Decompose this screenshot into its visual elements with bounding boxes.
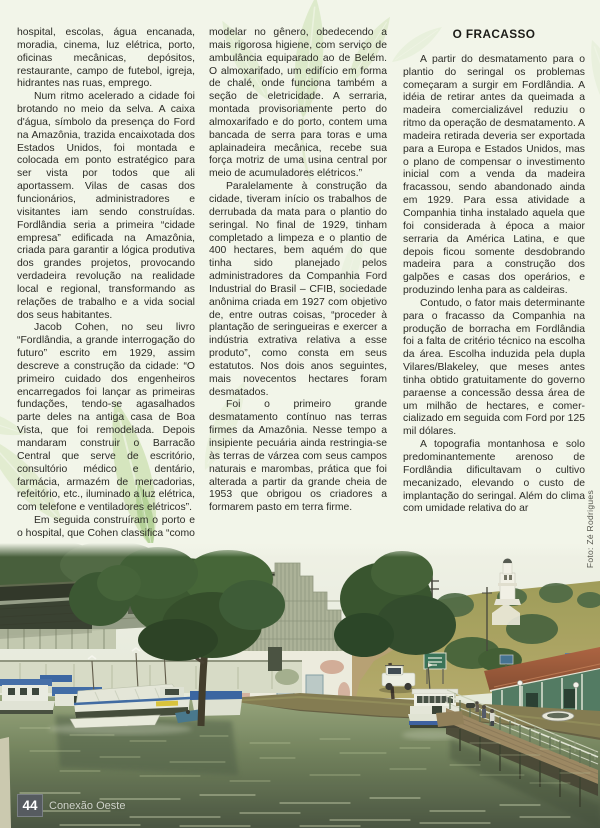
paragraph: hospital, escolas, água encanada, moradia, cinema, luz elétrica, porto, oficinas mecânicas, depósitos, restaurante, campo de futebol, igreja, hidrantes nas ruas, emprego. bbox=[17, 27, 195, 90]
section-heading: O FRACASSO bbox=[452, 27, 536, 41]
paragraph: A topografia montanhosa e solo predominantemente arenoso de Fordlândia dificultavam o cultivo mecanizado, elevando o custo de implantação do seringal. Além do clima com umidade relativa do ar bbox=[403, 439, 585, 515]
paragraph: A partir do desmatamento para o plantio do seringal os problemas começaram a surgir em Fordlândia. A idéia de retirar antes da queimada a madeira comercializável reduziu o ritmo da operação de desmatamento. A madeira retirada deveria ser exportada para a Europa e Estados Unidos, mas o plano de compensar o investimento inicial com a venda da madeira fracassou, sendo abandonado ainda em 1929. Para essa atividade a Companhia tinha instalado aquela que foi considerada à época a maior serraria da América Latina, e que depois ficou somente desdobrando madeira para a construção dos galpões e casas dos operários, e produzindo lenha para as caldeiras. bbox=[403, 53, 585, 297]
paragraph: modelar no gênero, obedecendo a mais rigorosa higiene, com serviço de ambulância equiparado ao de Belém. O almoxarifado, um edifício em forma de chalé, onde funciona também a seção de eletricidade. A serraria, montada provisoriamente perto do almoxarifado e do porto, contem uma bancada de serra para toras e uma aplainadeira mecânica, recebe sua força motriz de uma usina central por meio de acumuladores elétricos.” bbox=[209, 27, 387, 180]
paragraph: Contudo, o fator mais determinante para o fracasso da Companhia na produção de borracha em Fordlândia foi a falta de critério técnico na escolha da área. Escolha induzida pela dupla Vilares/Blakeley, que meses antes tinha obtido gratuitamente do governo paraense a concessão dessa área de um milhão de hectares, e comer-cializado em seguida com Ford por 125 mil dólares. bbox=[403, 297, 585, 438]
paragraph: Foi o primeiro grande desmatamento contínuo nas terras firmes da Amazônia. Nesse tempo a insipiente pecuária ainda restringia-se às terras de várzea com seus campos naturais e marombas, prática que foi alterada a partir da grande cheia de 1953 que obrigou os criadores a formarem pasto em terra firme. bbox=[209, 399, 387, 514]
page-footer bbox=[17, 794, 125, 817]
paragraph: Num ritmo acelerado a cidade foi brotando no meio da selva. A caixa d'água, símbolo da presença do Ford na Amazônia, trazida encaixotada dos Estados Unidos, foi montada e colocada em ponto estratégico para ser vista por todos que ali aportassem. Vilas de casas dos funcionários, administradores e visitantes iam sendo construídas. Fordlândia seria a primeira “cidade empresa” edificada na Amazônia, criada para garantir a lógica produtiva dos grandes projetos, provocando verdadeira revolução na realidade local e regional, transformando as relações de trabalho e a vida social dos seus habitantes. bbox=[17, 91, 195, 321]
page-number-badge: 44 bbox=[17, 794, 43, 817]
paragraph: Jacob Cohen, no seu livro “Fordlândia, a grande interrogação do futuro” escrito em 1929, assim descreve a construção da cidade: “O primeiro cuidado dos engenheiros encarregados foi lançar as primeiras fundações, tendo-se agasalhados parte deles na antiga casa de Boa Vista, que foi remodelada. Depois mandaram construir o Barracão Central que serve de escritório, consultório médico e dentário, farmácia, armazém de mercadorias, refeitório, etc., iluminado a luz elétrica, com telefone e ventiladores elétricos”. bbox=[17, 322, 195, 514]
photo-credit: Foto: Zé Rodrigues bbox=[585, 490, 595, 569]
paragraph: Em seguida construíram o porto e o hospital, que Cohen classifica “como bbox=[17, 515, 195, 539]
photo-top-fade bbox=[0, 543, 600, 557]
article-column-3 bbox=[403, 27, 585, 516]
magazine-title: Conexão Oeste bbox=[49, 799, 126, 812]
article-column-2 bbox=[209, 27, 387, 515]
photo-haze bbox=[0, 543, 600, 828]
article-column-1 bbox=[17, 27, 195, 541]
fordlandia-riverside-photo bbox=[0, 543, 600, 828]
paragraph: Paralelamente à construção da cidade, tiveram início os trabalhos de derrubada da mata para o plantio do seringal. No final de 1929, tinham completado a limpeza e o plantio de 400 hectares, bem aquém do que tinha sido planejado pelos administradores da Companhia Ford Industrial do Brasil – CFIB, sociedade anônima criada em 1927 com objetivo de, entre outras coisas, “proceder à plantação de seringueiras e exercer a indústria extrativa relativa a esse produto”, como consta em seus estatutos. Nos dois anos seguintes, mais novecentos hectares foram desmatados. bbox=[209, 181, 387, 398]
